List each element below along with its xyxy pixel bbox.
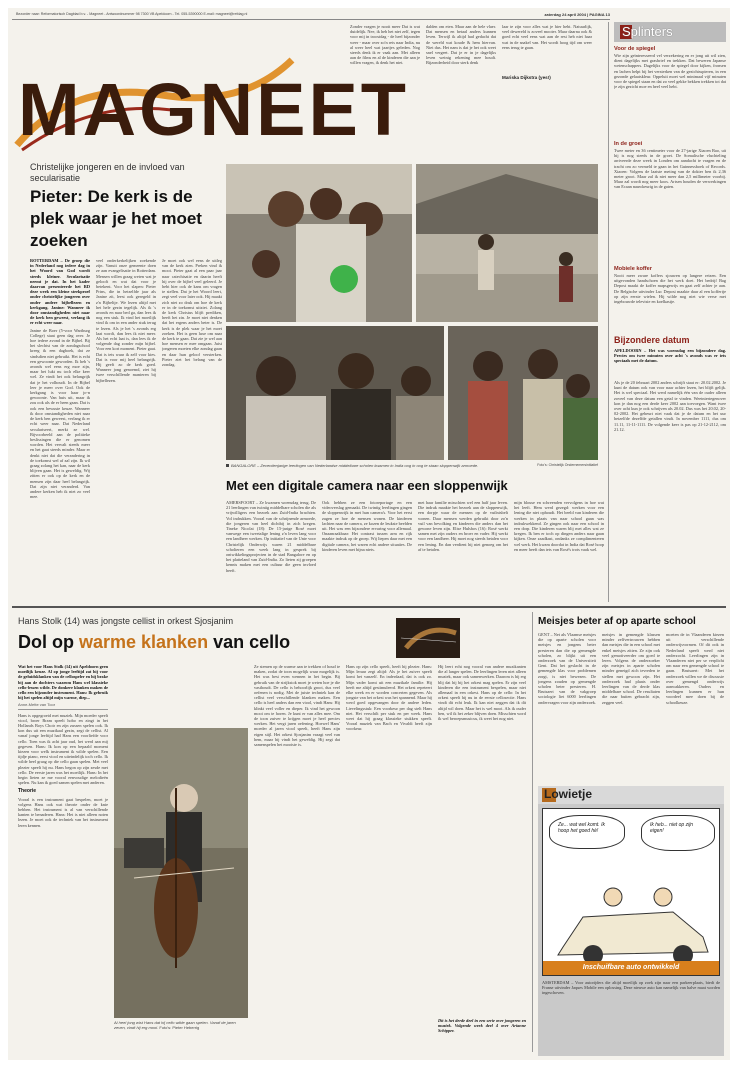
intro-column-2: dalden om eten. Maar aan de hele vlaer. Dat mensen en betaal anders kunnen leven. Terwijl ik altijd had gedacht dat de wereld wat koude & hem hiervan. Niet dus. Het nam is dat je het ook weet snel vergeet. Dat je er in je dagelijks leven weinig rekening mee houdt. Bijzonderheid door sterk denk (426, 24, 496, 66)
speech-bubble-2: Ik heb... niet op zijn eigen! (641, 815, 715, 851)
india-photo-bottom-left (226, 326, 444, 460)
meisjes-col-1: GENT – Net als Vlaamse meisjes die op aparte scholen voor meisjes en jongens beter presteren dan die op gemengde scholen, zo blijkt uit een onderzoek van de Universiteit Gent. Dat het geslacht in de gemengde klas voor problemen zorgt, is niet bewezen. De jongens zouden op gemengde scholen beter presteren. H. Brutsaert van de vakgroep sociologie liet 6000 leerlingen ondervragen voor zijn onderzoek. (538, 632, 596, 705)
theorie-heading: Theorie (18, 788, 37, 795)
cello-headline-part1: Dol op (18, 632, 79, 652)
publisher-line: Bezorder naar: Reformatorisch Dagblad b.v. - Magneet - Antwoordnummer 98 7300 VB Apeldoorn - Tel. 055-5390000 E-mail: magneet@refdag.nl (16, 12, 248, 16)
women-group-image (448, 326, 598, 460)
india-photo-top-left (226, 164, 412, 322)
main-col1-text: Janine de Boer (5-voor Wartburg College) staat geen dag over. Je hoe iedere avond in de Bijbel. Bij het slechtst van de zondagschool kreeg ik een dagboek, dat ze sindsdien niet gebruikt. Het is echt een gewoonte geworden. Ik heb 's avonds wel eens erg moe zijn, maar het lukt nu toch elke keer wel. Ze vindt het ook belangrijk dat je het volhoudt. In de Bijbel leer je meer over God. Ook de kerkgang is voor haar jo-n gewoonte. Van huis uit, maar ik zou ook als de er heen gaan. Dat is ook een bewuste keuze. Wanneer ik door omstandigheden niet naar de kerk ben geweest, verlang ik er echt weer naar. Dat Nederland seculariseert, merkt ze wel. Bijvoorbeeld aan de politieke beslissingen die er genomen worden. Het vervalt steeds meer en het gaat steeds minder. Maar er denkt niet dat die verandering in de toekomst wel af zal zijn. Ik wil graag zolang het kan, naar de kerk blijven gaan. Het is geweldig. Wij zitten er ook op de kerk en de mensen zijn daar heel belangrijk. Dat zijn niet veranderd. Van andere kerken heb ik niet zo veel mee. (30, 327, 90, 500)
intro-signature: Mariska Dijkstra (yes!) (502, 75, 551, 80)
bijzondere-lead: APELDOORN – Het was woensdag een bijzondere dag. Precies om twee minuten over acht 's avonds was er iets speciaals met de datum. (614, 348, 726, 364)
cello-player-photo (114, 728, 248, 1018)
camera-headline: Met een digitale camera naar een sloppenwijk (226, 478, 508, 493)
green-balloon (330, 265, 358, 293)
splinters-body-3: Nooit meer zware koffers sjouwen op langere reizen. Een uitgevonden handschoen die het werk doet. Het bedrijf Bag Depost maakt de koffer mapsgewijs en gaat zelf achter je aan. De Belgische uitvinder Luc Deposi maakte daar al een koffertje op zijn eerste wielen. Hij wilde nog niet wie verse met ingebouwde televisie en koelkastje. (614, 273, 726, 305)
india-photo-top-right (416, 164, 598, 322)
meisjes-divider (532, 612, 533, 1052)
cello-headline-accent: warme klanken (79, 632, 209, 652)
lowietje-title: Lowietje (544, 787, 593, 801)
masthead-rule (12, 19, 610, 20)
splinters-title: Splinters (622, 24, 673, 39)
meisjes-col-3: moeten de in Vlaanderen kiezen uit verschillende onderwijsvormen. Of dit ook in Nederland speelt werd niet onderzocht. Leerlingen zijn in Vlaanderen niet per se verplicht om naar een gemengde school te gaan. Brutsaert: Met het onderzoek willen we de discussie over gemengd onderwijs aanwakkeren. Ouders en leerlingen kunnen er hun voordeel mee doen bij de schoolkeuze. (666, 632, 724, 705)
boy-playing-cello-image (114, 728, 248, 1018)
camera-col-1: AMERSFOORT – Ze kwamen woensdag terug. De 21 leerlingen van twintig middelbare scholen die als vrijwilligers een bezoek aan Zuid-India brachten. Vol indrukken. Vooral van de schrijnende armoede, die jongeren van heel dichtbij in zich kregen. Tineke Nicolai (18): De 15-jarige Rosé moet vanwege een tweetalige lening z'n leven lang voor een landheer werken. Op initiatief van de Unie voor Christelijk Onderwijs waren 21 middelbare scholieren een week lang in gesprek bij ontwikkelingsprojecten in de stad Bangalore en op het platteland van Zuid-India. Zo lieten zij groepen kennis maken met een cultuur die geen invloed heeft. (226, 500, 316, 573)
section-divider (12, 606, 726, 608)
splinters-sidebar (614, 22, 726, 602)
cello-photo-caption (114, 1021, 248, 1035)
cello-caption-text: Al heel jong wist Hans dat hij cello wilde gaan spelen. Vanaf de jaren zeven, vindt hij erg mooi. (114, 1021, 236, 1030)
splinters-heading-2: In de groei (614, 141, 643, 147)
cello-col4-footer: Dit is het derde deel in een serie over jongeren en muziek. Volgende week deel 4 over Arianne Schipper. (438, 1018, 526, 1034)
main-article-col-1 (30, 258, 90, 546)
cello-col-1 (18, 664, 108, 1054)
lowietje-comic (538, 786, 724, 1056)
masthead-title: MAGNEET (18, 68, 409, 151)
main-kicker: Christelijke jongeren en de invloed van secularisatie (30, 162, 185, 183)
date-line: zaterdag 24 april 2004 | PAGINA 13 (544, 12, 610, 17)
cello-col-3: Hans op zijn cello speelt, heeft hij plezier. Hans: Mijn leraar zegt altijd: Als je het zuiver speelt komt het vanzelf. En inderdaad, dat is ook zo. Mijn vader komt uit een muzikale familie. Hij heeft me altijd gestimuleerd. Het orkest repeteert elke week en er worden concerten gegeven. Als jongste van het orkest was het spannend. Maar hij werd goed opgevangen door de andere leden. Lievelingsstuk: Een voorkeur per dag stelt Hans niet. Het verschilt per stuk en per week. Hans weet dat hij graag klassieke stukken speelt. Vooral muziek van Bach en Vivaldi heeft zijn voorkeur. (346, 664, 432, 732)
camera-students-image (226, 326, 444, 460)
cello-closeup-image (396, 618, 460, 658)
bijzondere-body: Als je de 20 februari 2002 anders schrijft staat er: 20.02.2002. Je kunt de datum ook van voor naar achter lezen, het blijft gelijk. Het is wel speciaal. Het werd namelijk één van de ouder alleen zoveel van deze datum een getal te vinden. Weetniertegenover kon je dan nog een derde keer 2002 aan toevoegen. Want twee over acht kun je ook schrijven als 20.02. Dus was het 20.02, 20-02-2002. Het gebeurt niet vaak dat je de datum en het uur hetzelfde dezelfde getallen vindt. In november 1111, dus om 11.11, 11-11-1111. De volgende keer is pas op 21-12-2112, om 21.12. (614, 380, 726, 432)
theorie-text: Vooral is een instrument gaat bespelen, moet je volgens Hans ook wat theorie onder de knie hebben. Het instrument is al van verschillende kanten te benaderen. Hans: Het is niet alleen noten lezen. Je moet ook de techniek van het instrument leren kennen. (18, 796, 108, 828)
cello-kicker: Hans Stolk (14) was jongste cellist in orkest Sjosjanim (18, 616, 234, 626)
intro-column-1: Zonder vragen je nooit meer Dat is wat duidelijk. Nee, ik heb het niet zelf, tegen voor mij in troostdag - de heel bijzonder weer - maar over zo'n reis naar India, nu al weer heel wat jaartjes geleden. Nog steeds denk ik er vaak aan. Met alleen aan de films en al de kinderen die aan je willen vragen, ik denk het niet. (350, 24, 420, 66)
lowietje-header (538, 786, 724, 804)
cello-photo-credit: Foto's: Pieter Heberrig (159, 1024, 200, 1030)
splinters-header (614, 22, 726, 42)
main-headline: Pieter: De kerk is de plek waar je het moet zoeken (30, 187, 202, 250)
village-street-image (416, 164, 598, 322)
main-lead: ROTTERDAM – De groep die in Nederland nog iedere dag in het Woord van God wordt steeds kleiner. Secularisatie neemt je dat. In het kader daarvan presenteerde het RD deze week een kleine steekproef onder christelijke jongeren over onder andere bijbellezen en kerkgang. Janine: Wanneer ik door omstandigheden niet naar de kerk ben geweest, verlang ik er echt weer naar. (30, 258, 90, 326)
speech-bubble-1: Ze... wat wel komt. Ik hoop het goed hè! (549, 815, 625, 849)
lowietje-caption: AMSTERDAM – Voor autorijders die altijd moeilijk op zoek zijn naar een parkeerplaats, biedt de Franse uitvinder Jaques Mobile een oplossing. Deze nieuwe auto kan namelijk van halve maat worden ingeschoven. (542, 980, 720, 996)
cello-author: Anne-Mette van Toor (18, 702, 108, 709)
camera-col-4: mijn blouse en schreenden vervolgens in hoe wat het leeft. Hem werd gezegd: werken voor een lening die niet ophoudt. Het beeld van kinderen die werken in plaats van naar school gaan was indrukwekkend. Ze gingen ook naar een school in een dorp. Die kinderen waren blij met alles wat ze kregen. Ik ben er toch op dingen anders naar gaan kijken. Onze zaadkast, ondanks ze complimenteren wel werk. Het kwam doordat in India dat Rosé hoop en meer heeft dan iets van Rosé's trots vaak wel. (514, 500, 604, 552)
meisjes-headline: Meisjes beter af op aparte school (538, 616, 696, 627)
india-photo-bottom-right (448, 326, 598, 460)
cello-col1-text: Hans is opgegroeid met muziek. Mijn moeder speelt viool, broer Bram speelt hobo en zingt in het Hollands Boys Choir en zijn zussen spelen ook. Ik kon dus uit een muzikaal gezin, zegt de cellist. Al vanaf jonge leeftijd had Hans een voorliefde voor cello. Toen was ik acht jaar oud, het werd aan mij gegeven. Hans: Ik kon op een bepaald moment kiezen voor welk instrument ik wilde spelen. Een tijdje piano, eerst viool en uiteindelijk toch cello. Ik wilde heel graag op die cello gaan spelen. Met veel plezier speelt hij nu. Hans begon op zijn zesde met cello. De eerste jaren was het moeilijk. Hans: In het begin lieten ze me vooral eenvoudige melodieën spelen. Nu kan ik goed samen spelen met anderen. (18, 712, 108, 786)
cello-col-4 (438, 664, 526, 1044)
cello-col4-text: Hij leert echt nog vooral van andere muzikanten die al langer spelen. De leerlingen leren niet alleen muziek, maar ook samenwerken. Daarom is hij erg blij dat hij bij het orkest mag spelen. Er zijn veel kinderen die een instrument bespelen, maar niet allemaal in een orkest. Hans op de cello: In het orkest speelt hij nu in de eerste cellosectie. Hans vindt dit echt leuk. Ik kan niet zeggen dat ik dit altijd wil doen. Maar het is wel mooi. Als ik ouder ben, wil ik het zeker blijven doen. Misschien word ik wel beroepsmusicus, ik weet het nog niet. (438, 664, 526, 722)
main-article-col-2: veel onderkerkelijken zoekende zijn. Vanuit onze gemeente doen ze aan evangelisatie in Rotterdam. Mensen willen graag weten wat je gelooft en wat dat voor je betekent. Voor het slapen: Pieter Prins, die in hetzelfde jaar als Janine zit, leest ook geregeld in z'n Bijbeltje. We lezen altijd met het hele gezin tegelijk. Als ik 's avonds en naar bed ga, dan lees ik nog een stuk. Ik vind het moeilijk vind ik om in een ander stuk terug te lezen. Als je het 's avonds erg laat wordt, dan lees ik niet meer. Als het echt laat is, dan lees ik de volgende dag zonder mijn bijbel. Voor een kort moment. Pieter gaat. Dat is iets waar ik zelf voor kies. Dat is voor mij heel belangrijk. Hij geeft zo de kerk goed. Wanneer jong genoemd, ziet hij twee verschillende manieren bij bijbellezen. (96, 258, 156, 383)
india-photo-credit: Foto's: Christelijk Ondernemersinitiatief (508, 463, 598, 467)
meisjes-col-2: meisjes in gemengde klassen minder zelfvertrouwen hebben dan meisjes die in een school met enkel meisjes zitten. Ze zijn ook veel gemotiveerder om goed te leren. Volgens de onderzoeker zijn meisjes in aparte scholen minder geneigd zich tevreden te stellen met gewoon zijn. Het onderzoek had plaats onder leerlingen van de derde klas middelbare school. De resultaten die naar buiten gebracht zijn, zeggen veel. (602, 632, 660, 705)
car-cartoon-image (543, 857, 720, 976)
splinters-body-2: Twee meter en 36 centimeter voor de 27-jarige Xiaoen Bao, uit hij is nog steeds in de groei. De Somalische vluchteling arriveerde deze week in Londen om aandacht te vragen en de tracht om zo vermeld te gaan in het Guinnessboek of Records. Xiaoen: Volgens de laatste meting van de dokter ben ik 2,36 meter groot. Maar zal ik niet meer dan 2,5 millimeter voorbij. Maar zal wordt nog meer koos. Artsen houden de verwerkingen van Ecaan nauwkeurig in de gaten. (614, 148, 726, 190)
camera-col-3: met haar familie misschien wel een half jaar leven. Die indruk maakte het bezoek aan de sloppenwijk, een dorpje waar de mensen op de vuilnisbelt wonen. Daar mensen werden gebruikt door zo'n vuil van bevolking en kinderen die anders dan het gewone leven zijn. Elise Hulsbos (16): Rosé werkt samen met zijn ouders en broer en vader. Hij werkt voor een landheer. Hij moet nog steeds betalen voor een lening. En dan verdient hij niet genoeg om het af te betalen. (418, 500, 508, 552)
lowietje-panel (542, 808, 720, 976)
newspaper-page (8, 8, 730, 1060)
cello-lead: Wat het voor Hans Stolk (14) uit Apeldoorn geen moeilijk keuze. Al op jonge leeftijd zat hij voor de geluidsklanken van de cellospeler en hij brake bij aan de dochters waarom Hans wel klassieke cello-lessen wilde. De donkere klanken maken de cello een bijzonder instrument. Hans: Ik gebruik bij het spelen altijd mijn warme, diep... (18, 664, 108, 701)
cello-thumbnail (396, 618, 460, 658)
intro-text-3: laar te zijn voor alles wat je hier hebt. Natuurlijk, veel dewereld is zoveel mooier. Maar daarna ook & goed echt veel eens wat aan de rest heb niet haar wat in de snakel van. Het wordt hoog tijd om weer eens terug te gaan. (502, 24, 592, 50)
children-group-image (226, 164, 412, 322)
comic-banner: Inschuifbare auto ontwikkeld (543, 961, 719, 975)
cello-headline-part3: van cello (208, 632, 291, 652)
bijzondere-heading: Bijzondere datum (614, 335, 690, 345)
camera-col-2: Ook hebben ze een fotoreportage en een videoverslag gemaakt. De twintig leerlingen gingen de sloppenwijk in met hun camera's. Voor het eerst zagen ze hoe de mensen wonen. De kinderen lachten naar de camera, ze kozen de leukste beelden uit. Het was een bijzondere ervaring voor allemaal. Onaanraakbaar: Het contrast tussen arm en rijk maakte indruk op de groep. Wij liepen daar met een digitale camera, het waren echt andere situaties. De kinderen leven met bijna niets. (322, 500, 412, 552)
splinters-heading-1: Voor de spiegel (614, 46, 656, 52)
cello-col-2: Ze stemen op de warme aan te trekken of houd te maken, zodat de toon mogelijk waar mogelijk is. Het was best even wennen in het begin. Bij gebruik van de strijkstok moet je weten hoe je die vasthoudt. De cello is behoorlijk groot, dus veel oefenen is nodig. Met de juiste techniek kan de cellist veel verschillende klanken maken. Een cello is heel anders dan een viool, vindt Hans: Hij klinkt veel voller en dieper. Ik vind het gewoon mooi om te horen. Je kunt er van alles mee. Om de toon zuiver te krijgen moet je heel precies werken. Het vergt jaren oefening. Hoewel Hans' moeder al jaren viool speelt, heeft Hans zijn eigen stijl. Het orkest Sjosjanim vraagt veel van hem, maar hij vindt het geweldig. Hij zegt dat samenspelen het mooiste is. (254, 664, 340, 748)
splinters-body-1: Wie zijn geïnteresseerd vel verzekering en er jong uit wil zien, dient dagelijks met grasbrief en trekken. Dat beweren Japanse wetenschappers. Dagelijks voor de spiegel door kijken, fronsen en lachen helpt bij het versterken van de gezichtsspieren, in een gezonde gelaatskleur. Oppeluit moet wel minimaal vijf minuten voor de spiegel staan en dat zo veel gekke bekken trekken tot dat je zijn gezicht moe en heel veel hebt. (614, 53, 726, 90)
caption-marker (226, 464, 229, 467)
sidebar-divider (608, 22, 609, 602)
cello-headline (18, 632, 398, 653)
intro-column-3 (502, 24, 592, 96)
splinters-heading-3: Mobiele koffer (614, 266, 652, 272)
india-caption-text: BANGALORE – Zeventienjarige leerlingen van Nederlandse middelbare scholen kwamen in India oog in oog te staan sloppenwijk armoede. (231, 463, 479, 468)
main-article-col-3: Je moet ook wel eens de uitleg van de kerk zien. Preken vind ik mooi. Pieter gaat al een paar jaar naar catechisatie en daarin heeft hij over de bijbel veel geleerd. Je hebt hier ook de kans om vragen te stellen. Dat je het Woord leert, zegt veel voor later ook. Hij maakt zich niet zo druk om hoe de kerk er in de toekomst uitziet. Zolang de kerk Christus blijft prediken, heeft het zin. Je moet niet denken dat het ergens anders beter is. De kerk is de plek waar je het moet zoeken. Het is geen luxe om naar de kerk te gaan. Dat zie je wel aan hoe mensen er mee omgaan. Juist jongeren moeten elke zondag gaan en daar hun geloof versterken. Pieter ziet het belang van de zondag. (162, 258, 222, 368)
